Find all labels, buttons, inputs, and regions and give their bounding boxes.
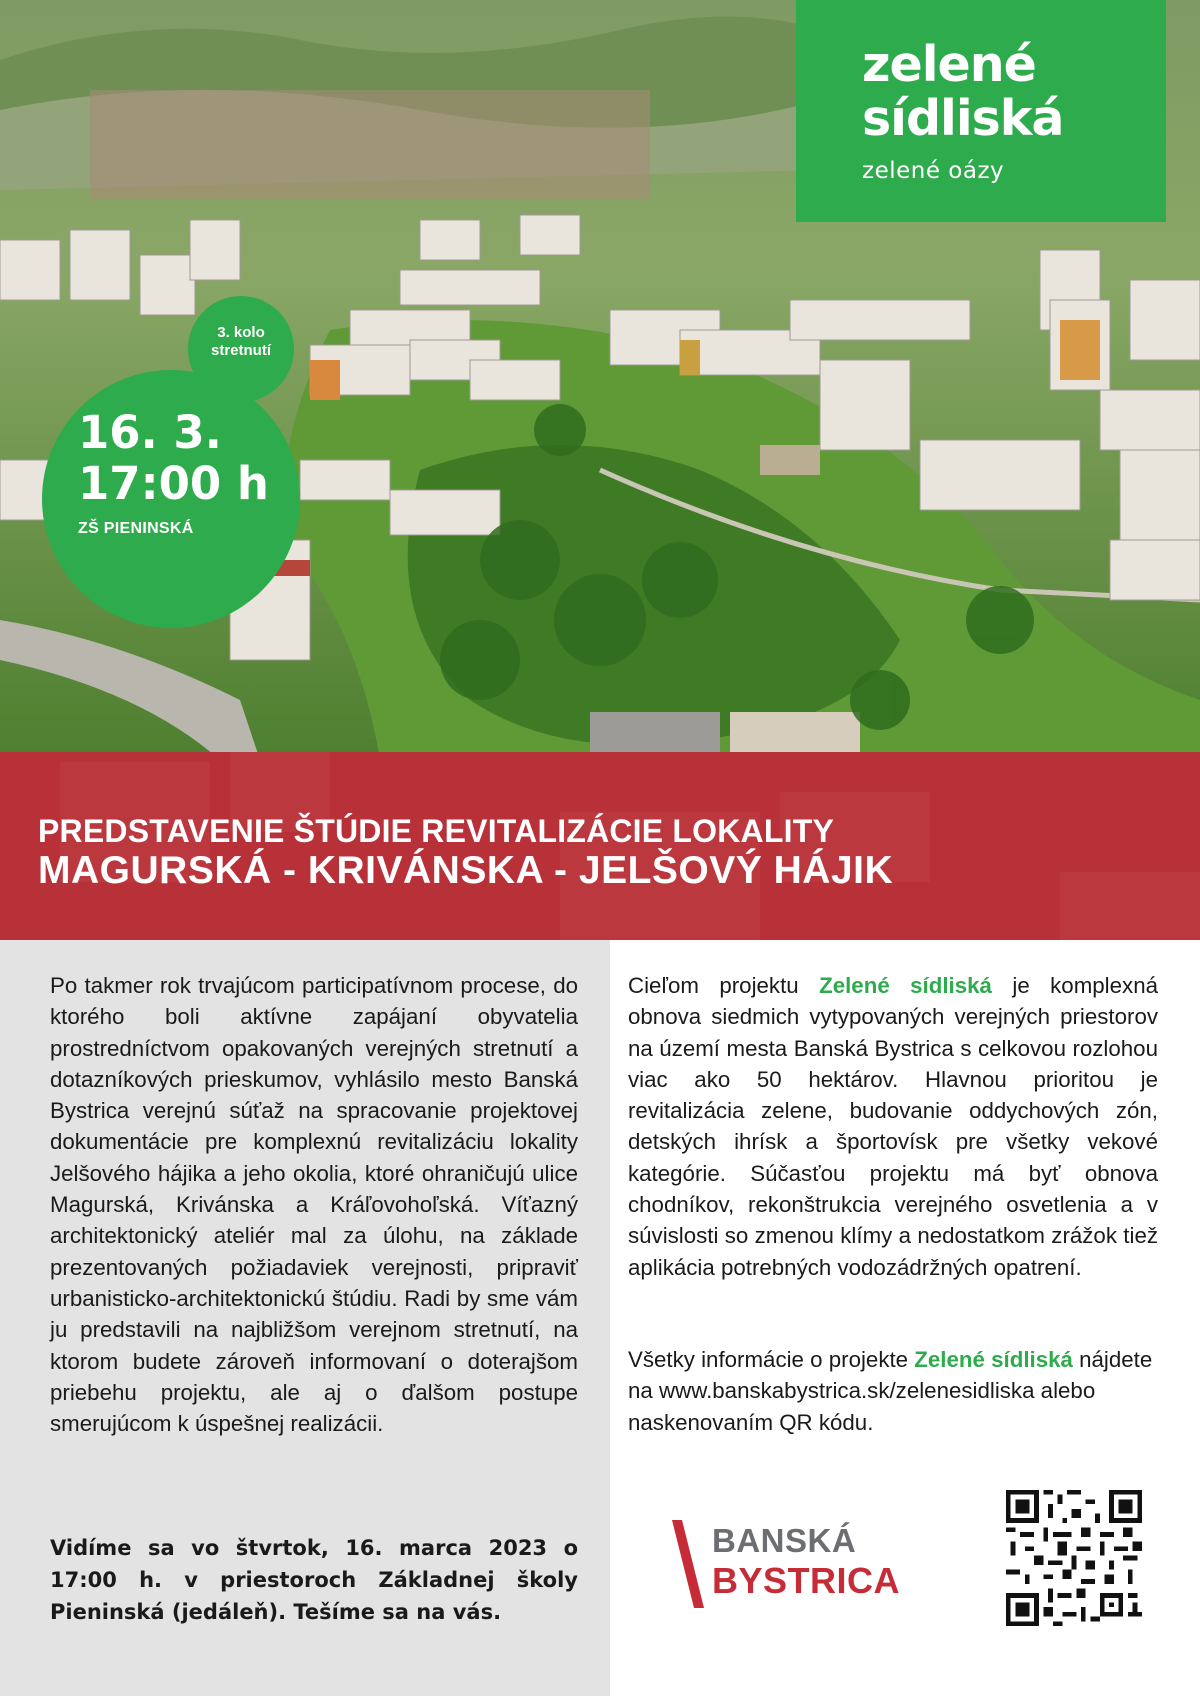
- closing-invitation: Vidíme sa vo štvrtok, 16. marca 2023 o 17:00 h. v priestoroch Základnej školy Pieninská (jedáleň). Tešíme sa na vás.: [50, 1536, 578, 1624]
- project-description-start: Cieľom projektu: [628, 973, 820, 998]
- title-banner: [0, 752, 1200, 940]
- banska-bystrica-logo: [668, 1516, 948, 1612]
- event-bubble: [42, 370, 300, 628]
- event-venue: ZŠ PIENINSKÁ: [78, 520, 194, 537]
- more-info-rest: nájdete na www.banskabystrica.sk/zelenesidliska alebo naskenovaním QR kódu.: [628, 1347, 1153, 1435]
- logo-text-line2: BYSTRICA: [712, 1560, 901, 1601]
- brand-subtitle: zelené oázy: [862, 158, 1005, 184]
- more-info-paragraph: [628, 1344, 1158, 1438]
- project-description: [628, 970, 1158, 1283]
- logo-text-line1: BANSKÁ: [712, 1522, 857, 1559]
- project-description-rest: je komplexná obnova siedmich vytypovaných verejných priestorov na území mesta Banská Bystrica s celkovou rozlohou viac ako 50 hektárov. Hlavnou prioritou je revitalizácia zelene, budovanie oddychových zón, detských ihrísk a športovísk pre všetky vekové kategórie. Súčasťou projektu má byť obnova chodníkov, rekonštrukcia verejného osvetlenia a v súvislosti so zmenou klímy a nedostatkom zrážok tiež aplikácia potrebných vodozádržných opatrení.: [628, 973, 1158, 1280]
- more-info-start: Všetky informácie o projekte: [628, 1347, 915, 1372]
- project-name-highlight: Zelené sídliská: [819, 973, 992, 998]
- brand-title: zelené sídliská: [862, 36, 1064, 147]
- event-round: 3. kolo stretnutí: [211, 324, 271, 359]
- brand-box: [796, 0, 1166, 222]
- event-date: 16. 3.: [78, 406, 222, 459]
- logo-slash-icon: [668, 1516, 708, 1612]
- event-time: 17:00 h: [78, 457, 269, 510]
- banner-title-line2: MAGURSKÁ - KRIVÁNSKA - JELŠOVÝ HÁJIK: [38, 849, 894, 892]
- left-column: [0, 940, 610, 1696]
- qr-code-icon: [1006, 1490, 1142, 1626]
- banner-title-line1: PREDSTAVENIE ŠTÚDIE REVITALIZÁCIE LOKALITY: [38, 813, 834, 849]
- event-round-badge: [188, 296, 294, 402]
- project-name-highlight-2: Zelené sídliská: [914, 1347, 1073, 1372]
- intro-paragraph: Po takmer rok trvajúcom participatívnom procese, do ktorého boli aktívne zapájaní obyvatelia prostredníctvom opakovaných verejných stretnutí a dotazníkových prieskumov, vyhlásilo mesto Banská Bystrica verejnú súťaž na spracovanie projektovej dokumentácie pre komplexnú revitalizáciu lokality Jelšového hájika a jeho okolia, ktoré ohraničujú ulice Magurská, Krivánska a Kráľovohoľská. Víťazný architektonický ateliér mal za úlohu, na základe prezentovaných požiadaviek verejnosti, pripraviť urbanisticko-architektonickú štúdiu. Radi by sme vám ju predstavili na najbližšom verejnom stretnutí, na ktorom budete zároveň informovaní o doterajšom priebehu projektu, ale aj o ďalšom postupe smerujúcom k úspešnej realizácii.: [50, 973, 578, 1437]
